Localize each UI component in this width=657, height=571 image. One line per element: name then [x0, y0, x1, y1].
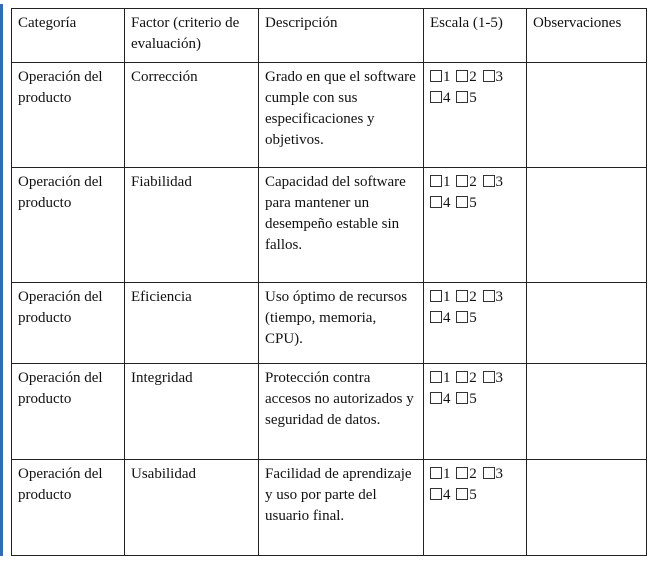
scale-option-label: 2 — [469, 174, 477, 190]
scale-option-label: 5 — [469, 391, 477, 407]
cell-observaciones[interactable] — [527, 460, 647, 556]
checkbox-icon[interactable] — [456, 467, 468, 479]
left-accent-bar — [0, 4, 3, 556]
scale-option-label: 2 — [469, 466, 477, 482]
cell-categoria: Operación del producto — [12, 63, 125, 168]
cell-observaciones[interactable] — [527, 168, 647, 283]
scale-option-4[interactable] — [430, 487, 451, 503]
cell-escala — [424, 283, 527, 364]
checkbox-icon[interactable] — [430, 175, 442, 187]
scale-option-4[interactable] — [430, 310, 451, 326]
cell-categoria: Operación del producto — [12, 283, 125, 364]
cell-escala — [424, 168, 527, 283]
scale-option-4[interactable] — [430, 90, 451, 106]
cell-observaciones[interactable] — [527, 63, 647, 168]
checkbox-icon[interactable] — [456, 392, 468, 404]
scale-option-1[interactable] — [430, 370, 451, 386]
checkbox-icon[interactable] — [430, 467, 442, 479]
cell-escala — [424, 63, 527, 168]
cell-descripcion: Capacidad del software para mantener un desempeño estable sin fallos. — [259, 168, 424, 283]
table-row — [12, 364, 647, 460]
cell-categoria: Operación del producto — [12, 364, 125, 460]
scale-options — [430, 464, 518, 506]
scale-option-label: 4 — [443, 310, 451, 326]
checkbox-icon[interactable] — [430, 290, 442, 302]
checkbox-icon[interactable] — [430, 392, 442, 404]
scale-option-4[interactable] — [430, 195, 451, 211]
checkbox-icon[interactable] — [456, 196, 468, 208]
header-observaciones: Observaciones — [527, 9, 647, 63]
scale-option-label: 3 — [495, 174, 503, 190]
scale-option-3[interactable] — [483, 69, 504, 85]
scale-option-label: 2 — [469, 370, 477, 386]
checkbox-icon[interactable] — [430, 70, 442, 82]
table-row — [12, 63, 647, 168]
header-categoria: Categoría — [12, 9, 125, 63]
scale-option-label: 3 — [495, 466, 503, 482]
scale-option-3[interactable] — [483, 370, 504, 386]
checkbox-icon[interactable] — [456, 175, 468, 187]
scale-option-label: 3 — [495, 370, 503, 386]
checkbox-icon[interactable] — [483, 467, 495, 479]
checkbox-icon[interactable] — [456, 91, 468, 103]
cell-factor: Integridad — [125, 364, 259, 460]
scale-option-label: 5 — [469, 195, 477, 211]
table-row — [12, 283, 647, 364]
scale-option-label: 4 — [443, 391, 451, 407]
checkbox-icon[interactable] — [483, 175, 495, 187]
scale-option-5[interactable] — [456, 310, 477, 326]
scale-option-label: 4 — [443, 90, 451, 106]
scale-option-2[interactable] — [456, 69, 477, 85]
scale-option-label: 1 — [443, 466, 451, 482]
scale-option-label: 5 — [469, 487, 477, 503]
cell-factor: Usabilidad — [125, 460, 259, 556]
scale-option-1[interactable] — [430, 69, 451, 85]
checkbox-icon[interactable] — [456, 70, 468, 82]
cell-descripcion: Facilidad de aprendizaje y uso por parte del usuario final. — [259, 460, 424, 556]
checkbox-icon[interactable] — [430, 91, 442, 103]
checkbox-icon[interactable] — [430, 196, 442, 208]
checkbox-icon[interactable] — [456, 290, 468, 302]
scale-option-label: 3 — [495, 289, 503, 305]
scale-option-5[interactable] — [456, 487, 477, 503]
table-row — [12, 168, 647, 283]
scale-option-label: 2 — [469, 69, 477, 85]
table-header-row — [12, 9, 647, 63]
cell-escala — [424, 460, 527, 556]
cell-descripcion: Grado en que el software cumple con sus especificaciones y objetivos. — [259, 63, 424, 168]
scale-option-3[interactable] — [483, 466, 504, 482]
cell-observaciones[interactable] — [527, 283, 647, 364]
scale-option-label: 5 — [469, 310, 477, 326]
checkbox-icon[interactable] — [456, 371, 468, 383]
scale-option-label: 1 — [443, 370, 451, 386]
scale-option-1[interactable] — [430, 289, 451, 305]
checkbox-icon[interactable] — [483, 371, 495, 383]
scale-options — [430, 172, 518, 214]
scale-option-label: 1 — [443, 174, 451, 190]
cell-observaciones[interactable] — [527, 364, 647, 460]
cell-descripcion: Uso óptimo de recursos (tiempo, memoria, CPU). — [259, 283, 424, 364]
checkbox-icon[interactable] — [483, 70, 495, 82]
scale-option-2[interactable] — [456, 174, 477, 190]
checkbox-icon[interactable] — [430, 311, 442, 323]
scale-option-label: 3 — [495, 69, 503, 85]
header-factor: Factor (criterio de evaluación) — [125, 9, 259, 63]
header-escala: Escala (1-5) — [424, 9, 527, 63]
checkbox-icon[interactable] — [430, 488, 442, 500]
cell-descripcion: Protección contra accesos no autorizados y seguridad de datos. — [259, 364, 424, 460]
scale-option-2[interactable] — [456, 289, 477, 305]
scale-option-label: 1 — [443, 289, 451, 305]
checkbox-icon[interactable] — [483, 290, 495, 302]
scale-option-label: 2 — [469, 289, 477, 305]
scale-option-5[interactable] — [456, 90, 477, 106]
scale-option-2[interactable] — [456, 466, 477, 482]
cell-categoria: Operación del producto — [12, 168, 125, 283]
scale-option-1[interactable] — [430, 174, 451, 190]
scale-options — [430, 368, 518, 410]
cell-escala — [424, 364, 527, 460]
scale-options — [430, 287, 518, 329]
cell-factor: Corrección — [125, 63, 259, 168]
scale-option-4[interactable] — [430, 391, 451, 407]
scale-option-3[interactable] — [483, 174, 504, 190]
cell-categoria: Operación del producto — [12, 460, 125, 556]
scale-option-label: 4 — [443, 195, 451, 211]
scale-options — [430, 67, 518, 109]
cell-factor: Eficiencia — [125, 283, 259, 364]
scale-option-1[interactable] — [430, 466, 451, 482]
header-descripcion: Descripción — [259, 9, 424, 63]
scale-option-label: 4 — [443, 487, 451, 503]
table-row — [12, 460, 647, 556]
scale-option-3[interactable] — [483, 289, 504, 305]
scale-option-5[interactable] — [456, 195, 477, 211]
scale-option-2[interactable] — [456, 370, 477, 386]
checkbox-icon[interactable] — [430, 371, 442, 383]
scale-option-5[interactable] — [456, 391, 477, 407]
evaluation-table — [11, 8, 647, 556]
checkbox-icon[interactable] — [456, 311, 468, 323]
scale-option-label: 1 — [443, 69, 451, 85]
checkbox-icon[interactable] — [456, 488, 468, 500]
cell-factor: Fiabilidad — [125, 168, 259, 283]
scale-option-label: 5 — [469, 90, 477, 106]
